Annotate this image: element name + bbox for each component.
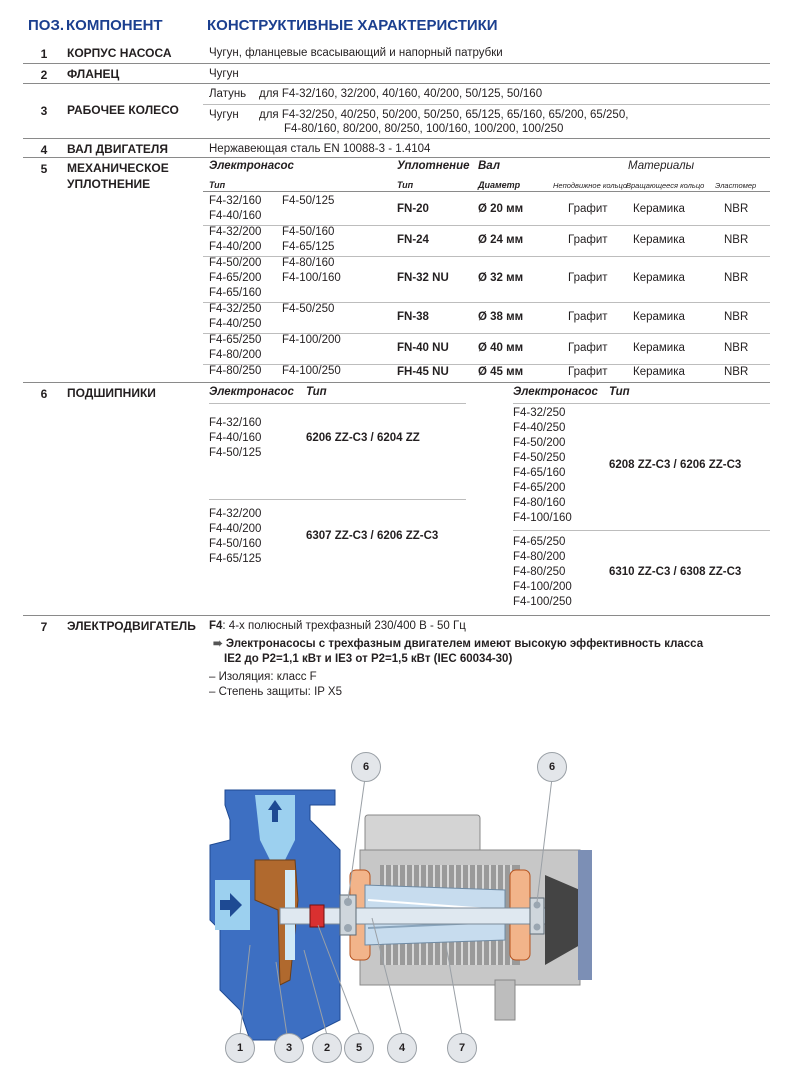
bearing-type: 6310 ZZ-C3 / 6308 ZZ-C3 bbox=[609, 565, 742, 578]
seal-pump-model: F4-50/250 bbox=[282, 303, 335, 315]
bearings-right-head-pump: Электронасос bbox=[513, 386, 598, 398]
row-5-component-2: УПЛОТНЕНИЕ bbox=[67, 177, 151, 191]
bearing-pump-model: F4-32/250 bbox=[513, 407, 566, 419]
seal-pump-model: F4-80/250 bbox=[209, 365, 262, 377]
rotating-ring: Керамика bbox=[633, 272, 685, 284]
shaft-diameter: Ø 38 мм bbox=[478, 310, 524, 323]
bearing-pump-model: F4-100/160 bbox=[513, 512, 572, 524]
rotating-ring: Керамика bbox=[633, 233, 685, 246]
motor-desc: : 4-х полюсный трехфазный 230/400 В - 50 Гц bbox=[222, 620, 466, 632]
bearing-pump-model: F4-65/125 bbox=[209, 553, 262, 565]
seal-type: FN-24 bbox=[397, 233, 429, 246]
callout-bearing-rear: 6 bbox=[537, 752, 567, 782]
seal-pump-model: F4-40/200 bbox=[209, 241, 262, 253]
row-4-pos: 4 bbox=[40, 143, 48, 157]
bearing-pump-model: F4-65/200 bbox=[513, 482, 566, 494]
bearing-pump-model: F4-50/160 bbox=[209, 538, 262, 550]
seal-pump-model: F4-65/200 bbox=[209, 272, 262, 284]
motor-line bbox=[209, 619, 466, 634]
row-6-pos: 6 bbox=[40, 387, 48, 401]
elastomer: NBR bbox=[724, 202, 749, 215]
motor-protection: – Степень защиты: IP X5 bbox=[209, 686, 342, 698]
bearing-pump-model: F4-65/160 bbox=[513, 467, 566, 479]
divider bbox=[209, 499, 466, 500]
row-1-pos: 1 bbox=[40, 47, 48, 61]
row-4-text: Нержавеющая сталь EN 10088-3 - 1.4104 bbox=[209, 143, 431, 155]
pump-cross-section-diagram bbox=[200, 750, 600, 1070]
motor-insulation: – Изоляция: класс F bbox=[209, 671, 317, 683]
seal-pump-model: F4-100/160 bbox=[282, 272, 341, 284]
bearing-type: 6307 ZZ-C3 / 6206 ZZ-C3 bbox=[306, 530, 439, 542]
bearing-pump-model: F4-40/250 bbox=[513, 422, 566, 434]
callout-motor-shaft: 4 bbox=[387, 1033, 417, 1063]
bearing-pump-model: F4-100/200 bbox=[513, 581, 572, 593]
divider bbox=[23, 157, 770, 158]
divider bbox=[209, 403, 466, 404]
seal-pump-model: F4-80/160 bbox=[282, 257, 335, 269]
bearing-pump-model: F4-80/250 bbox=[513, 566, 566, 578]
seal-pump-model: F4-100/250 bbox=[282, 365, 341, 377]
callout-mechanical-seal: 5 bbox=[344, 1033, 374, 1063]
seal-head-shaft: Вал bbox=[478, 160, 500, 172]
seal-head-seal-sub: Тип bbox=[397, 180, 414, 190]
elastomer: NBR bbox=[724, 272, 749, 284]
shaft-diameter: Ø 45 мм bbox=[478, 365, 524, 378]
rotating-ring: Керамика bbox=[633, 341, 685, 354]
bearing-type: 6208 ZZ-C3 / 6206 ZZ-C3 bbox=[609, 459, 742, 471]
stationary-ring: Графит bbox=[568, 272, 608, 284]
stationary-ring: Графит bbox=[568, 202, 608, 215]
shaft-diameter: Ø 32 мм bbox=[478, 272, 524, 284]
seal-pump-model: F4-40/160 bbox=[209, 210, 262, 222]
stationary-ring: Графит bbox=[568, 365, 608, 378]
row-7-component: ЭЛЕКТРОДВИГАТЕЛЬ bbox=[67, 619, 196, 633]
seal-head-rotating: Вращающееся кольцо bbox=[626, 181, 705, 190]
seal-pump-model: F4-65/125 bbox=[282, 241, 335, 253]
elastomer: NBR bbox=[724, 341, 749, 354]
bearings-left-head-type: Тип bbox=[306, 386, 327, 398]
bearing-pump-model: F4-80/200 bbox=[513, 551, 566, 563]
divider bbox=[23, 83, 770, 84]
rotating-ring: Керамика bbox=[633, 310, 685, 323]
divider bbox=[513, 530, 770, 531]
callout-pump-casing: 1 bbox=[225, 1033, 255, 1063]
divider bbox=[23, 615, 770, 616]
bearing-pump-model: F4-65/250 bbox=[513, 536, 566, 548]
motor-model: F4 bbox=[209, 620, 223, 632]
divider bbox=[23, 382, 770, 383]
rotating-ring: Керамика bbox=[633, 365, 685, 378]
row-6-component: ПОДШИПНИКИ bbox=[67, 386, 156, 400]
shaft-diameter: Ø 40 мм bbox=[478, 341, 524, 354]
bearing-pump-model: F4-40/160 bbox=[209, 432, 262, 444]
elastomer: NBR bbox=[724, 365, 749, 378]
row-3-brass-material: Латунь bbox=[209, 88, 247, 100]
row-3-iron-text-2: F4-80/160, 80/200, 80/250, 100/160, 100/200, 100/250 bbox=[284, 123, 564, 135]
callout-flange: 2 bbox=[312, 1033, 342, 1063]
seal-type: FH-45 NU bbox=[397, 365, 449, 378]
bearings-right-head-type: Тип bbox=[609, 386, 630, 398]
seal-head-materials: Материалы bbox=[628, 160, 695, 172]
row-2-pos: 2 bbox=[40, 68, 48, 82]
seal-head-pump: Электронасос bbox=[209, 160, 294, 172]
row-3-component: РАБОЧЕЕ КОЛЕСО bbox=[67, 103, 179, 117]
rotating-ring: Керамика bbox=[633, 202, 685, 215]
stationary-ring: Графит bbox=[568, 233, 608, 246]
divider bbox=[203, 191, 770, 192]
divider bbox=[513, 403, 770, 404]
bearing-pump-model: F4-32/160 bbox=[209, 417, 262, 429]
seal-type: FN-38 bbox=[397, 310, 429, 323]
seal-pump-model: F4-80/200 bbox=[209, 349, 262, 361]
seal-head-seal: Уплотнение bbox=[397, 160, 470, 172]
seal-type: FN-20 bbox=[397, 202, 429, 215]
seal-pump-model: F4-65/250 bbox=[209, 334, 262, 346]
seal-type: FN-40 NU bbox=[397, 341, 449, 354]
seal-pump-model: F4-32/160 bbox=[209, 195, 262, 207]
header-component: КОМПОНЕНТ bbox=[66, 17, 163, 34]
bearing-pump-model: F4-50/250 bbox=[513, 452, 566, 464]
seal-pump-model: F4-32/250 bbox=[209, 303, 262, 315]
row-3-brass-text: для F4-32/160, 32/200, 40/160, 40/200, 50/125, 50/160 bbox=[259, 88, 543, 100]
row-5-pos: 5 bbox=[40, 162, 48, 176]
bearing-pump-model: F4-100/250 bbox=[513, 596, 572, 608]
seal-pump-model: F4-100/200 bbox=[282, 334, 341, 346]
bearing-type: 6206 ZZ-C3 / 6204 ZZ bbox=[306, 431, 420, 444]
row-4-component: ВАЛ ДВИГАТЕЛЯ bbox=[67, 142, 168, 156]
bearing-pump-model: F4-50/125 bbox=[209, 447, 262, 459]
shaft-diameter: Ø 20 мм bbox=[478, 202, 524, 215]
elastomer: NBR bbox=[724, 310, 749, 323]
bearing-pump-model: F4-80/160 bbox=[513, 497, 566, 509]
divider bbox=[23, 138, 770, 139]
seal-head-elastomer: Эластомер bbox=[715, 181, 757, 190]
header-pos: ПОЗ. bbox=[28, 17, 65, 34]
row-1-component: КОРПУС НАСОСА bbox=[67, 46, 172, 60]
row-2-text: Чугун bbox=[209, 68, 239, 80]
row-7-pos: 7 bbox=[40, 620, 48, 634]
seal-pump-model: F4-50/200 bbox=[209, 257, 262, 269]
seal-head-shaft-sub: Диаметр bbox=[478, 180, 521, 190]
motor-note-1: ➠ Электронасосы с трехфазным двигателем имеют высокую эффективность класса bbox=[213, 638, 704, 650]
stationary-ring: Графит bbox=[568, 341, 608, 354]
seal-pump-model: F4-65/160 bbox=[209, 287, 262, 299]
shaft-diameter: Ø 24 мм bbox=[478, 233, 524, 246]
callout-bearing-front: 6 bbox=[351, 752, 381, 782]
seal-pump-model: F4-40/250 bbox=[209, 318, 262, 330]
header-characteristics: КОНСТРУКТИВНЫЕ ХАРАКТЕРИСТИКИ bbox=[207, 17, 498, 34]
row-5-component-1: МЕХАНИЧЕСКОЕ bbox=[67, 161, 169, 175]
arrow-icon: ➠ bbox=[213, 638, 223, 650]
seal-type: FN-32 NU bbox=[397, 272, 449, 284]
row-3-pos: 3 bbox=[40, 104, 48, 118]
seal-head-stationary: Неподвижное кольцо bbox=[553, 181, 628, 190]
row-1-text: Чугун, фланцевые всасывающий и напорный патрубки bbox=[209, 47, 503, 59]
seal-pump-model: F4-50/125 bbox=[282, 195, 335, 207]
bearings-left-head-pump: Электронасос bbox=[209, 386, 294, 398]
seal-pump-model: F4-50/160 bbox=[282, 226, 335, 238]
divider bbox=[203, 104, 770, 105]
motor-note-2: IE2 до P2=1,1 кВт и IE3 от P2=1,5 кВт (IEC 60034-30) bbox=[224, 653, 513, 665]
seal-head-pump-sub: Тип bbox=[209, 180, 226, 190]
seal-pump-model: F4-32/200 bbox=[209, 226, 262, 238]
row-3-iron-text: для F4-32/250, 40/250, 50/200, 50/250, 65/125, 65/160, 65/200, 65/250, bbox=[259, 109, 629, 121]
row-3-iron-material: Чугун bbox=[209, 109, 239, 121]
row-2-component: ФЛАНЕЦ bbox=[67, 67, 120, 81]
bearing-pump-model: F4-40/200 bbox=[209, 523, 262, 535]
stationary-ring: Графит bbox=[568, 310, 608, 323]
bearing-pump-model: F4-50/200 bbox=[513, 437, 566, 449]
divider bbox=[203, 63, 770, 64]
callout-impeller: 3 bbox=[274, 1033, 304, 1063]
bearing-pump-model: F4-32/200 bbox=[209, 508, 262, 520]
elastomer: NBR bbox=[724, 233, 749, 246]
callout-electric-motor: 7 bbox=[447, 1033, 477, 1063]
